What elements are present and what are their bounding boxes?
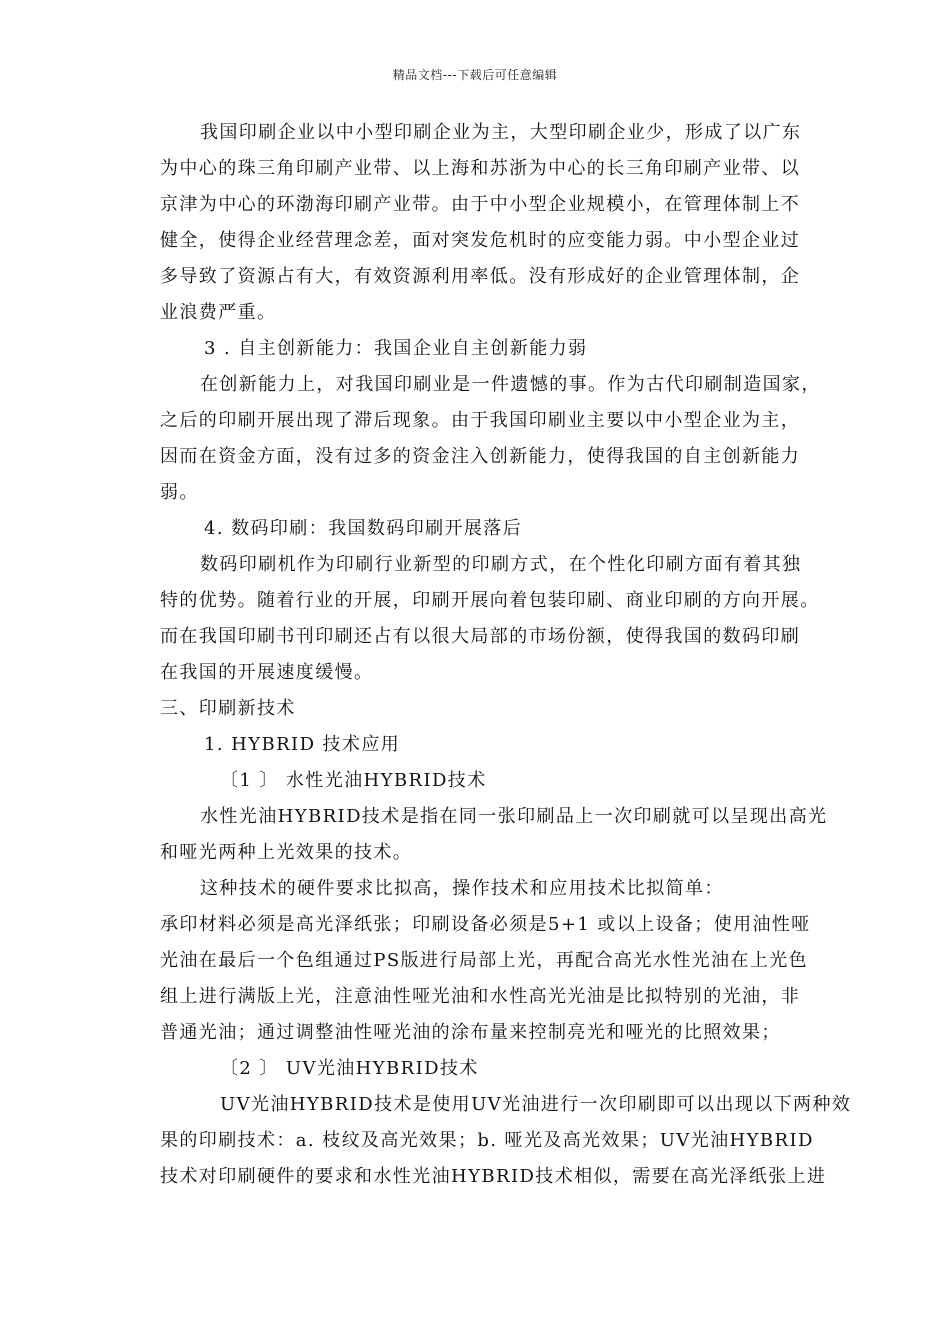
paragraph-line: 多导致了资源占有大，有效资源利用率低。没有形成好的企业管理体制，企 [160,266,801,287]
paragraph-line: 之后的印刷开展出现了滞后现象。由于我国印刷业主要以中小型企业为主， [160,410,801,431]
section-heading: 4. 数码印刷：我国数码印刷开展落后 [204,518,523,539]
paragraph-line: 因而在资金方面，没有过多的资金注入创新能力，使得我国的自主创新能力 [160,446,801,467]
paragraph-line: 普通光油；通过调整油性哑光油的涂布量来控制亮光和哑光的比照效果； [160,1022,781,1043]
paragraph-line: 这种技术的硬件要求比拟高，操作技术和应用技术比拟简单： [200,878,724,899]
paragraph-line: 水性光油HYBRID技术是指在同一张印刷品上一次印刷就可以呈现出高光 [200,806,828,827]
paragraph-line: 京津为中心的环渤海印刷产业带。由于中小型企业规模小，在管理体制上不 [160,194,801,215]
paragraph-line: 健全，使得企业经营理念差，面对突发危机时的应变能力弱。中小型企业过 [160,230,801,251]
document-body [160,115,852,1195]
paragraph-line: 为中心的珠三角印刷产业带、以上海和苏浙为中心的长三角印刷产业带、以 [160,158,801,179]
paragraph-line: 果的印刷技术：a. 枝纹及高光效果；b. 哑光及高光效果；UV光油HYBRID [160,1130,814,1151]
paragraph-line: 而在我国印刷书刊印刷还占有以很大局部的市场份额，使得我国的数码印刷 [160,626,801,647]
paragraph-line: 光油在最后一个色组通过PS版进行局部上光，再配合高光水性光油在上光色 [160,950,809,971]
paragraph-line: 我国印刷企业以中小型印刷企业为主，大型印刷企业少，形成了以广东 [200,122,802,143]
page-header: 精品文档---下载后可任意编辑 [392,68,558,82]
paragraph-line: 弱。 [160,482,199,503]
chapter-heading: 三、印刷新技术 [160,698,296,719]
subsection-heading: 〔2 〕 UV光油HYBRID技术 [220,1058,479,1079]
paragraph-line: 承印材料必须是高光泽纸张；印刷设备必须是5+1 或以上设备；使用油性哑 [160,914,811,935]
paragraph-line: 技术对印刷硬件的要求和水性光油HYBRID技术相似，需要在高光泽纸张上进 [160,1166,827,1187]
subsection-heading: 〔1 〕 水性光油HYBRID技术 [220,770,487,791]
paragraph-line: 在创新能力上，对我国印刷业是一件遗憾的事。作为古代印刷制造国家， [200,374,821,395]
paragraph-line: UV光油HYBRID技术是使用UV光油进行一次印刷即可以出现以下两种效 [220,1094,852,1115]
paragraph-line: 特的优势。随着行业的开展，印刷开展向着包装印刷、商业印刷的方向开展。 [160,590,820,611]
section-heading: 1. HYBRID 技术应用 [204,734,401,755]
paragraph-line: 在我国的开展速度缓慢。 [160,662,374,683]
section-heading: 3 . 自主创新能力：我国企业自主创新能力弱 [204,338,588,359]
paragraph-line: 业浪费严重。 [160,302,277,323]
paragraph-line: 数码印刷机作为印刷行业新型的印刷方式，在个性化印刷方面有着其独 [200,554,802,575]
paragraph-line: 组上进行满版上光，注意油性哑光油和水性高光光油是比拟特别的光油，非 [160,986,801,1007]
paragraph-line: 和哑光两种上光效果的技术。 [160,842,413,863]
